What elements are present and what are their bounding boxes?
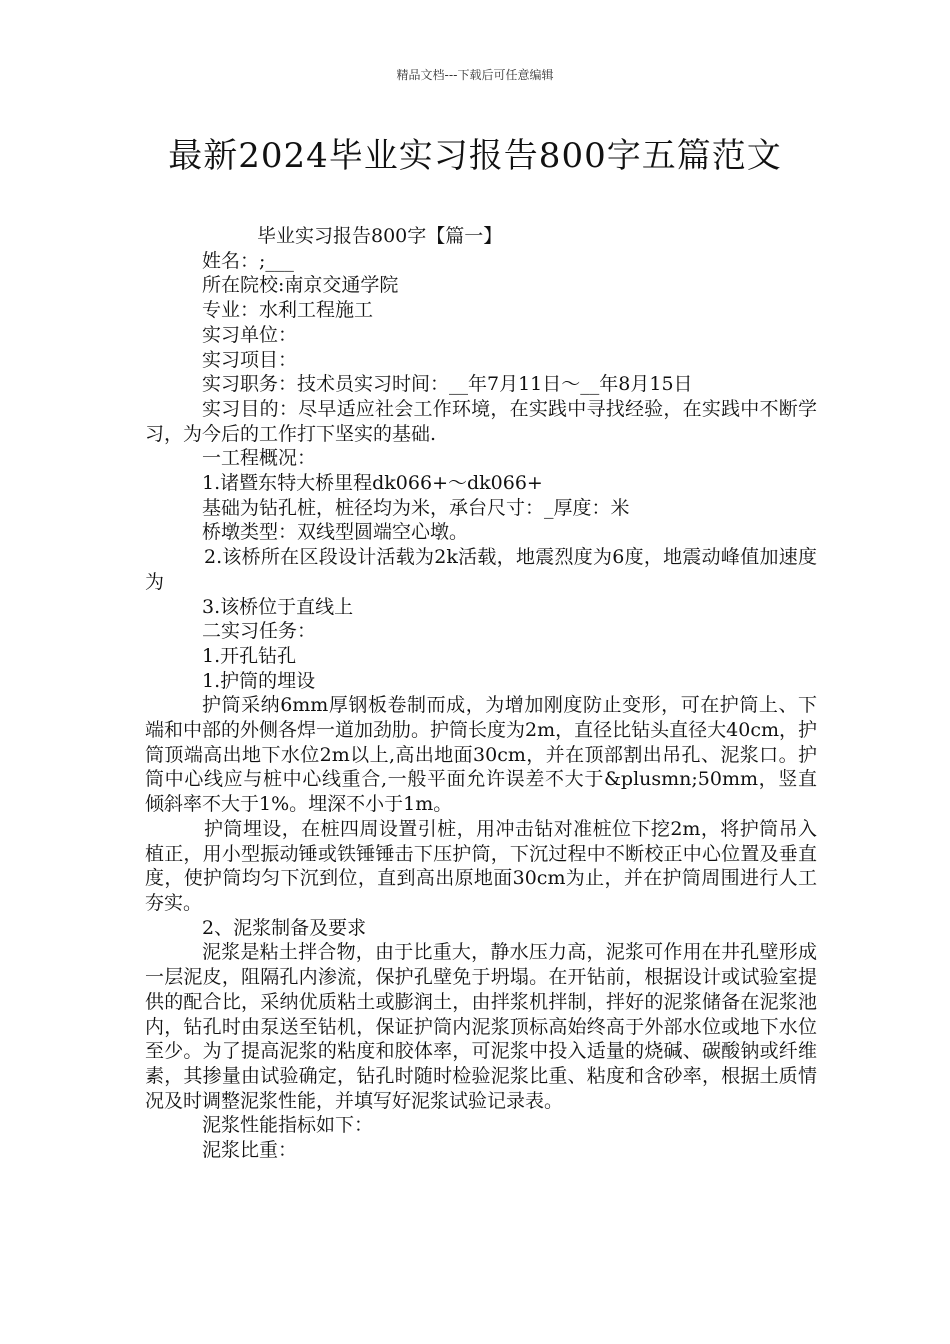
section-subtitle: 毕业实习报告800字【篇一】 <box>257 225 503 247</box>
section1-item3: 3.该桥位于直线上 <box>202 595 354 618</box>
document-title: 最新2024毕业实习报告800字五篇范文 <box>168 136 782 176</box>
section2-task1: 1.开孔钻孔 <box>202 644 297 667</box>
mud-indicators: 泥浆性能指标如下： <box>202 1114 374 1137</box>
field-project: 实习项目： <box>202 348 298 371</box>
casing-paragraph-1: 护筒采纳6mm厚钢板卷制而成，为增加刚度防止变形，可在护筒上、下端和中部的外侧各焊一道加劲肋。护筒长度为2m，直径比钻头直径大40cm，护筒顶端高出地下水位2m以上,高出地面30cm，并在顶部割出吊孔、泥浆口。护筒中心线应与桩中心线重合,一般平面允许误差不大于&plusmn;50mm，竖直倾斜率不大于1%。埋深不小于1m。 <box>145 694 817 816</box>
field-name: 姓名：;___ <box>202 249 294 272</box>
section1-item2: 2.该桥所在区段设计活载为2k活载，地震烈度为6度，地震动峰值加速度为 <box>145 546 817 593</box>
casing-paragraph-2: 护筒埋设，在桩四周设置引桩，用冲击钻对准桩位下挖2m，将护筒吊入植正，用小型振动锤或铁锤锤击下压护筒，下沉过程中不断校正中心位置及垂直度，使护筒均匀下沉到位，直到高出原地面30cm为止，并在护筒周围进行人工夯实。 <box>145 817 817 914</box>
mud-paragraph: 泥浆是粘土拌合物，由于比重大，静水压力高，泥浆可作用在井孔壁形成一层泥皮，阻隔孔内渗流，保护孔壁免于坍塌。在开钻前，根据设计或试验室提供的配合比，采纳优质粘土或膨润土，由拌浆机拌制，拌好的泥浆储备在泥浆池内，钻孔时由泵送至钻机，保证护筒内泥浆顶标高始终高于外部水位或地下水位至少。为了提高泥浆的粘度和胶体率，可泥浆中投入适量的烧碱、碳酸钠或纤维素，其掺量由试验确定，钻孔时随时检验泥浆比重、粘度和含砂率，根据土质情况及时调整泥浆性能，并填写好泥浆试验记录表。 <box>145 941 817 1112</box>
field-position: 实习职务：技术员实习时间：__年7月11日～__年8月15日 <box>202 373 693 396</box>
section1-item1: 1.诸暨东特大桥里程dk066+～dk066+ <box>202 472 543 495</box>
purpose-paragraph: 实习目的：尽早适应社会工作环境，在实践中寻找经验，在实践中不断学习，为今后的工作打下坚实的基础. <box>145 397 817 445</box>
section2-sub1: 1.护筒的埋设 <box>202 669 316 692</box>
section1-foundation: 基础为钻孔桩，桩径均为米，承台尺寸：_厚度：米 <box>202 496 630 519</box>
section1-heading: 一工程概况： <box>202 447 317 470</box>
field-major: 专业：水利工程施工 <box>202 299 374 322</box>
section2-heading: 二实习任务： <box>202 620 317 643</box>
document-body <box>145 224 817 1163</box>
section1-pier: 桥墩类型：双线型圆端空心墩。 <box>202 521 469 544</box>
section2-sub2: 2、泥浆制备及要求 <box>202 916 367 939</box>
field-unit: 实习单位： <box>202 323 298 346</box>
page-header: 精品文档---下载后可任意编辑 <box>396 68 554 82</box>
field-school: 所在院校:南京交通学院 <box>202 274 399 297</box>
mud-density: 泥浆比重： <box>202 1139 298 1162</box>
